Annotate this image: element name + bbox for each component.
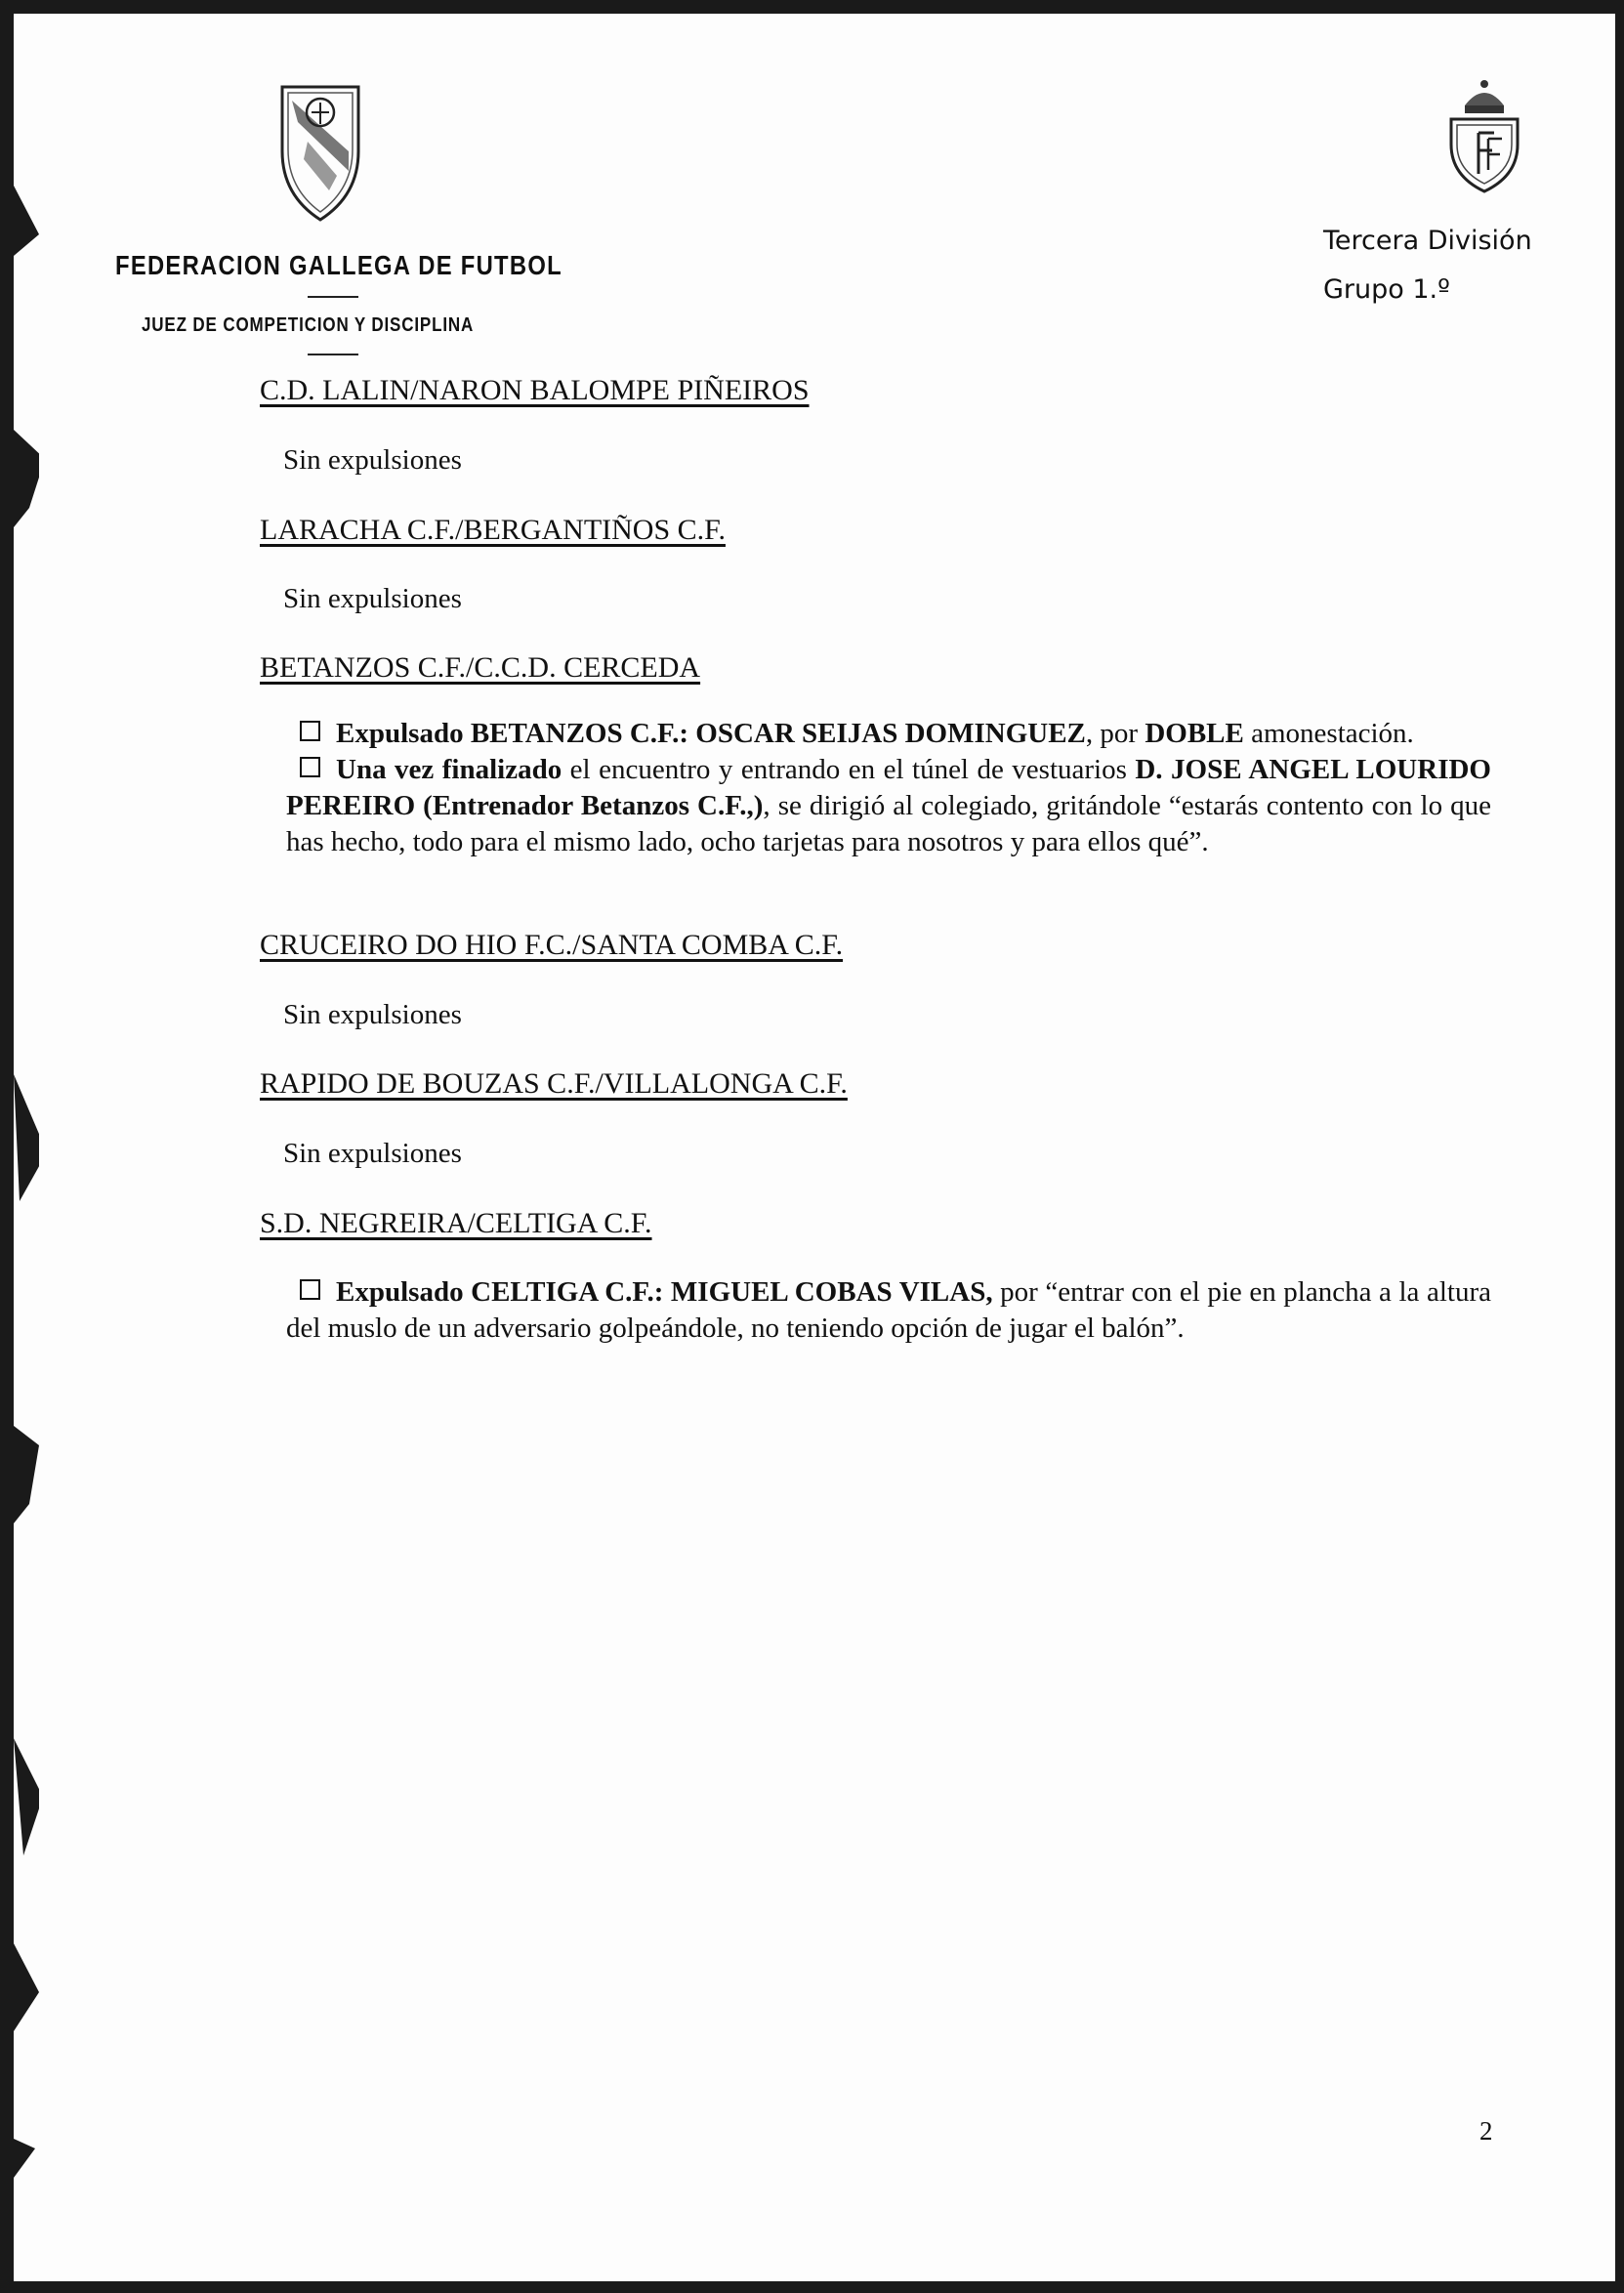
sanction-item	[286, 716, 1491, 752]
match-title: C.D. LALIN/NARON BALOMPE PIÑEIROS	[260, 374, 810, 406]
match-note: Sin expulsiones	[283, 1138, 462, 1169]
document-page	[14, 14, 1615, 2281]
checkbox-bullet-icon	[300, 721, 320, 741]
sanction-text: por “entrar con el pie en plancha a la altura del muslo de un adversario golpeándole, no teniendo opción de jugar el balón”.	[286, 1276, 1492, 1344]
federation-shield-logo	[278, 83, 362, 225]
crowned-shield-logo	[1443, 76, 1525, 195]
sanction-bold: D. JOSE ANGEL LOURIDO PEREIRO (Entrenador Betanzos C.F.,)	[286, 754, 1491, 821]
match-title: LARACHA C.F./BERGANTIÑOS C.F.	[260, 514, 726, 546]
division-label	[1323, 217, 1532, 314]
match-note: Sin expulsiones	[283, 583, 462, 614]
sanction-bold: Expulsado BETANZOS C.F.: OSCAR SEIJAS DOMINGUEZ	[336, 718, 1086, 749]
sanction-bold: DOBLE	[1145, 718, 1244, 749]
header-divider	[308, 296, 358, 298]
header-divider	[308, 354, 358, 355]
federation-name: FEDERACION GALLEGA DE FUTBOL	[115, 250, 562, 280]
match-note: Sin expulsiones	[283, 999, 462, 1030]
sanction-text: , se dirigió al colegiado, gritándole “estarás contento con lo que has hecho, todo para el mismo lado, ocho tarjetas para nosotros y para ellos qué”.	[286, 790, 1491, 857]
sanction-text: amonestación.	[1243, 718, 1414, 749]
division-name: Tercera División	[1323, 226, 1532, 256]
checkbox-bullet-icon	[300, 1279, 320, 1300]
sanction-bold: Una vez finalizado	[336, 754, 562, 785]
match-title: BETANZOS C.F./C.C.D. CERCEDA	[260, 651, 701, 684]
sanction-bold: Expulsado CELTIGA C.F.: MIGUEL COBAS VILAS,	[336, 1276, 993, 1308]
sanction-text: , por	[1085, 718, 1145, 749]
sanction-item	[286, 1274, 1491, 1347]
committee-name: JUEZ DE COMPETICION Y DISCIPLINA	[142, 314, 475, 336]
checkbox-bullet-icon	[300, 757, 320, 777]
sanction-text: el encuentro y entrando en el túnel de vestuarios	[562, 754, 1136, 785]
page-number: 2	[1479, 2116, 1493, 2146]
match-title: RAPIDO DE BOUZAS C.F./VILLALONGA C.F.	[260, 1067, 848, 1100]
group-name: Grupo 1.º	[1323, 274, 1450, 305]
match-title: CRUCEIRO DO HIO F.C./SANTA COMBA C.F.	[260, 929, 844, 961]
sanction-item	[286, 752, 1491, 860]
match-note: Sin expulsiones	[283, 444, 462, 476]
match-title: S.D. NEGREIRA/CELTIGA C.F.	[260, 1207, 652, 1239]
